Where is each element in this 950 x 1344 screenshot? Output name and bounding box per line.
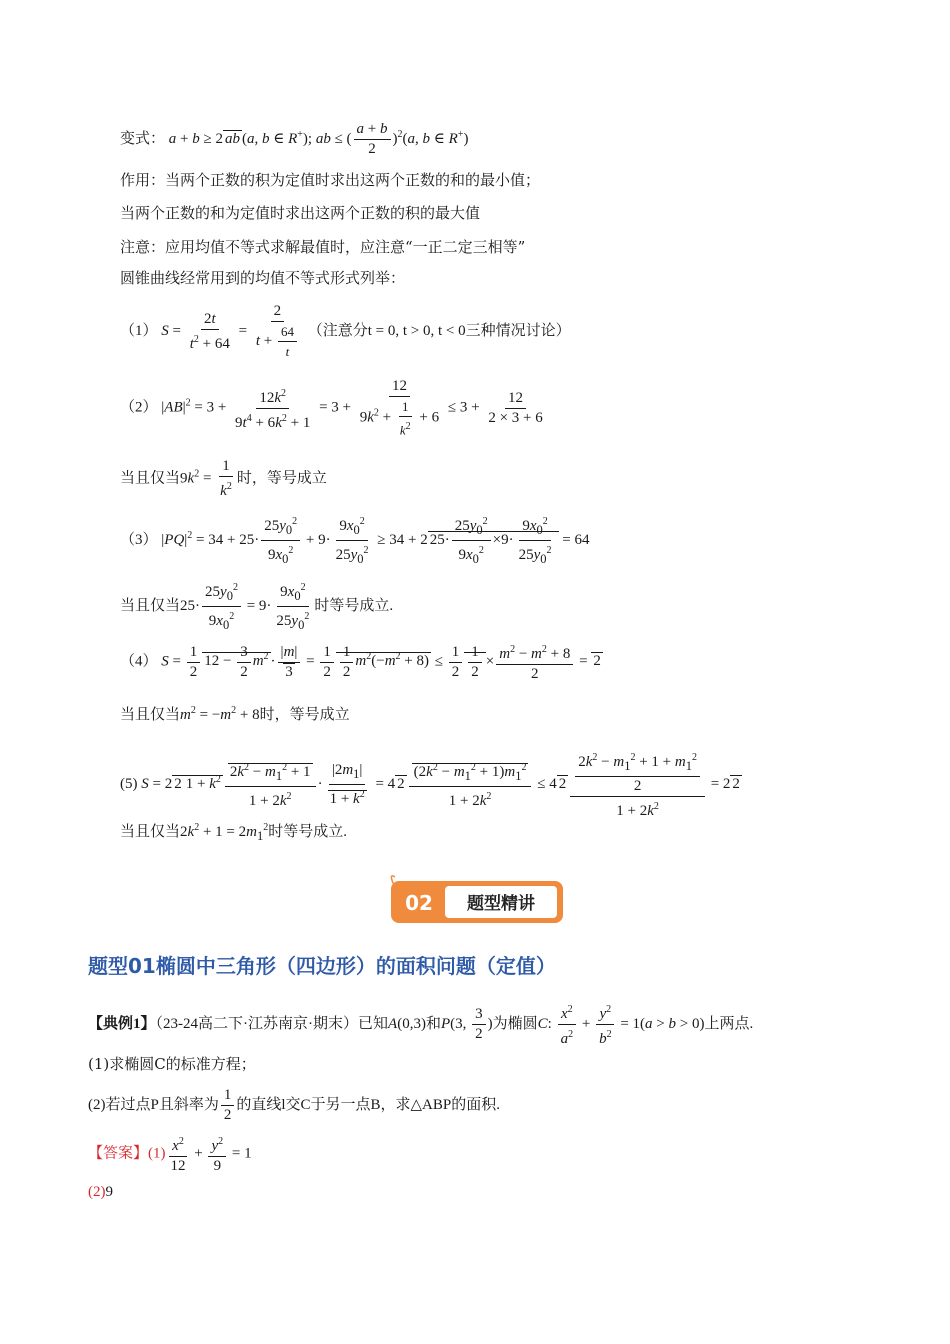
cond-5-suffix: 时等号成立.: [268, 824, 347, 840]
item-2-label: （2）: [120, 399, 158, 416]
example-line: 【典例1】（23-24高二下·江苏南京·期末）已知A(0,3)和P(3, $\frac{3}{2}$ )为椭圆C: $\frac{x^2}{a^2}$ + $\frac{y^2}{b^2}$ = 1(a > b > 0)上两点.: [88, 1000, 753, 1049]
formula-4: （4） S = $\frac{1}{2}$ 12 − $\frac{3}{2}$ $m^2$ · $\frac{|m|}{3}$ = $\frac{1}{2}$ $\frac{1}{2}$ $m^2(-m^2 + 8)$ ≤ $\frac{1}{2}$ $\frac{1}{2}$ × $\frac{m^2 - m^2 + 8}{2}$ = 2: [120, 640, 603, 684]
formula-3: （3） $|PQ|^2 = 34 + 25\cdot$ $\frac{25y_0^2}{9x_0^2}$ + 9· $\frac{9x_0^2}{25y_0^2}$ ≥ 34 + 2 25· $\frac{25y_0^2}{9x_0^2}$ ×9· $\frac{9x_0^2}{25y_0^2}$ = 64: [120, 512, 590, 569]
cond-2: 当且仅当$9k^2$ = $\frac{1}{k^2}$ 时，等号成立: [120, 458, 327, 499]
example-source: （23-24高二下·江苏南京·期末）: [155, 1015, 359, 1032]
answer-1: 【答案】(1) $\frac{x^2}{12}$ + $\frac{y^2}{9}$ = 1: [88, 1132, 252, 1176]
question-2: (2)若过点P且斜率为 $\frac{1}{2}$ 的直线l交C于另一点B，求△ABP的面积.: [88, 1087, 500, 1123]
cond-3-suffix: 时等号成立.: [314, 597, 394, 614]
item-1-note: （注意分t = 0, t > 0, t < 0三种情况讨论）: [307, 322, 571, 339]
formula-5: (5) S = 2 2 $1 + k^2$ $\frac{2k^2 - m_1^2 + 1}{1 + 2k^2}$ · $\frac{|2m_1|}{1 + k^2}$ = 4 2 $\frac{(2k^2 - m_1^2 + 1)m_1^2}{1 + 2k^2}$ ≤ 4 2 $\frac{\frac{2k^2 - m_1^2 + 1 + m_1^2}{2}}{1 + 2k^2}$ = 2 2: [120, 748, 742, 821]
answer-tag: 【答案】: [88, 1145, 149, 1162]
example-text-b: 为椭圆: [492, 1015, 538, 1032]
section-title: 题型01椭圆中三角形（四边形）的面积问题（定值）: [88, 954, 556, 978]
cond-3: 当且仅当25· $\frac{25y_0^2}{9x_0^2}$ = 9· $\frac{9x_0^2}{25y_0^2}$ 时等号成立.: [120, 578, 393, 635]
badge-graphic: [389, 875, 566, 927]
item-5-label: (5): [120, 775, 138, 792]
answer-2-label: (2): [88, 1184, 106, 1200]
item-3-label: （3）: [120, 531, 158, 548]
cond-4-suffix: 时，等号成立: [259, 707, 350, 723]
example-text-and: 和: [425, 1015, 441, 1032]
item-1-label: （1）: [120, 322, 158, 339]
question-2-a: (2)若过点P且斜率为: [88, 1096, 219, 1113]
note-line: 注意：应用均值不等式求解最值时，应注意“一正二定三相等”: [120, 238, 526, 256]
example-text-a: 已知: [358, 1015, 389, 1032]
answer-2: [88, 1184, 113, 1201]
badge-text: 题型精讲: [467, 894, 535, 914]
cond-5-prefix: 当且仅当: [120, 824, 181, 840]
variant-formula: 变式： a + b ≥ 2 ab (a, b ∈ R+); ab ≤ ( $\frac{a + b}{2}$ )$^2$(a, b ∈ R+): [120, 121, 469, 157]
list-intro: 圆锥曲线经常用到的均值不等式形式列举：: [120, 269, 406, 287]
question-1: (1)求椭圆C的标准方程；: [88, 1055, 256, 1073]
cond-2-suffix: 时，等号成立: [236, 470, 327, 487]
variant-label: 变式：: [120, 128, 166, 147]
example-tag: 【典例1】: [88, 1015, 156, 1032]
use-line-1: 作用：当两个正数的积为定值时求出这两个正数的和的最小值；: [120, 171, 541, 189]
use-line-2: 当两个正数的和为定值时求出这两个正数的积的最大值: [120, 204, 481, 222]
cond-2-prefix: 当且仅当: [120, 470, 181, 487]
example-text-c: 上两点.: [704, 1015, 754, 1032]
badge-number: 02: [405, 891, 433, 915]
answer-2-value: 9: [105, 1184, 113, 1200]
cond-4: 当且仅当$m^2 = -m^2 + 8$时，等号成立: [120, 705, 350, 723]
cond-5: 当且仅当$2k^2 + 1 = 2m_1^2$时等号成立.: [120, 822, 347, 843]
section-badge: [389, 875, 566, 927]
question-2-b: 的直线l交C于另一点B，求△ABP的面积.: [236, 1096, 500, 1113]
formula-2: （2） $|AB|^2 = 3$ + $\frac{12k^2}{9t^4 + 6k^2 + 1}$ = 3 + 12 $9k^2$ + $\frac{1}{k^2}$ + 6 ≤ 3 + $\frac{12}{2 \times 3 + 6}$: [120, 378, 543, 438]
answer-1-label: (1): [148, 1145, 166, 1162]
cond-4-prefix: 当且仅当: [120, 707, 181, 723]
formula-1: （1） S = $\frac{2t}{t^2 + 64}$ = 2 t + $\frac{64}{t}$ （注意分t = 0, t > 0, t < 0三种情况讨论）: [120, 303, 571, 359]
item-4-label: （4）: [120, 653, 158, 670]
cond-3-prefix: 当且仅当: [120, 597, 181, 614]
